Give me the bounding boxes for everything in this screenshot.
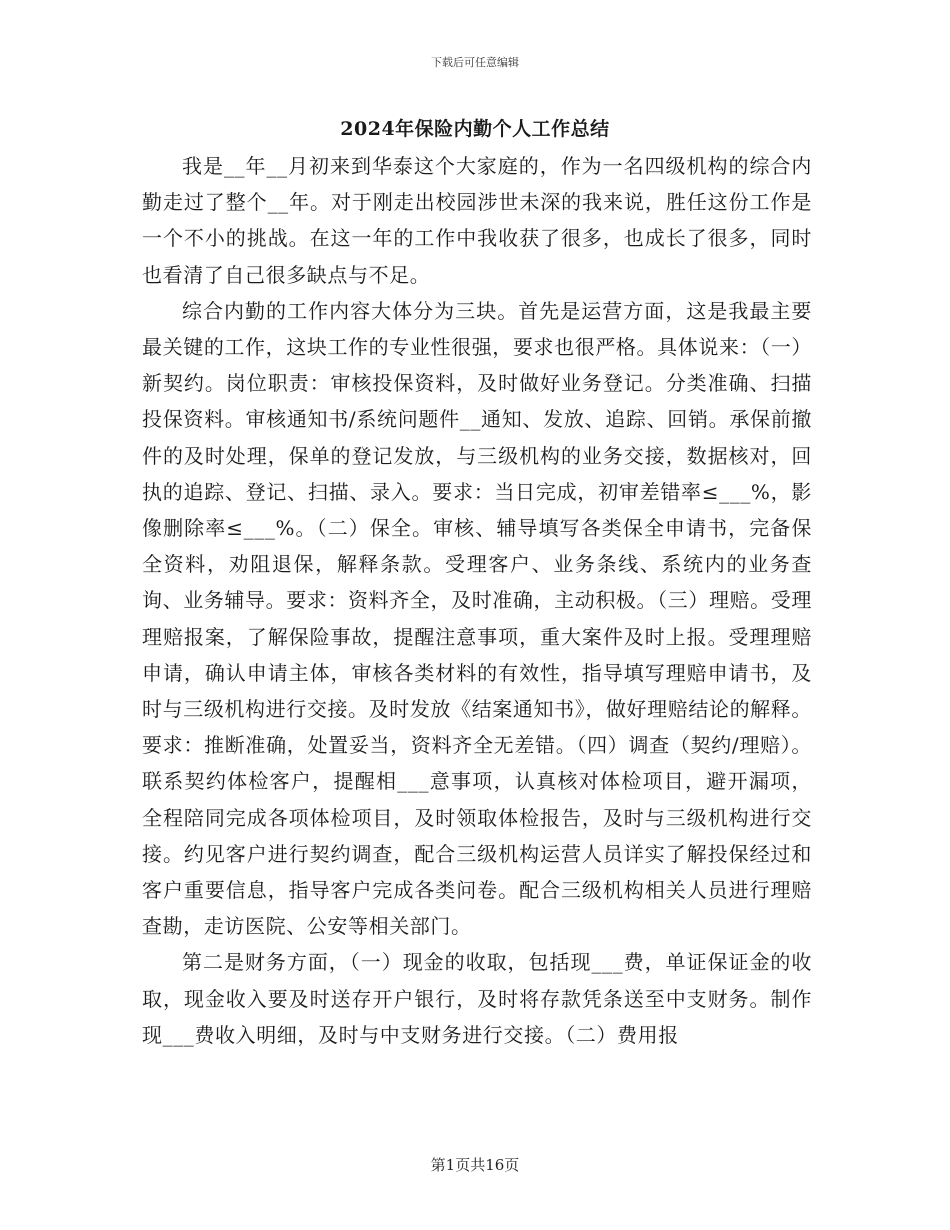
paragraph-intro: 我是__年__月初来到华泰这个大家庭的，作为一名四级机构的综合内勤走过了整个__年。对于刚走出校园涉世未深的我来说，胜任这份工作是一个不小的挑战。在这一年的工作中我收获了很多，也成长了很多，同时也看清了自己很多缺点与不足。 (142, 154, 812, 287)
paragraph-operations: 综合内勤的工作内容大体分为三块。首先是运营方面，这是我最主要最关键的工作，这块工作的专业性很强，要求也很严格。具体说来：（一）新契约。岗位职责：审核投保资料，及时做好业务登记。分类准确、扫描投保资料。审核通知书/系统问题件__通知、发放、追踪、回销。承保前撤件的及时处理，保单的登记发放，与三级机构的业务交接，数据核对，回执的追踪、登记、扫描、录入。要求：当日完成，初审差错率≤___%，影像删除率≤___%。（二）保全。审核、辅导填写各类保全申请书，完备保全资料，劝阻退保，解释条款。受理客户、业务条线、系统内的业务查询、业务辅导。要求：资料齐全，及时准确，主动积极。（三）理赔。受理理赔报案，了解保险事故，提醒注意事项，重大案件及时上报。受理理赔申请，确认申请主体，审核各类材料的有效性，指导填写理赔申请书，及时与三级机构进行交接。及时发放《结案通知书》，做好理赔结论的解释。要求：推断准确，处置妥当，资料齐全无差错。（四）调查（契约/理赔）。联系契约体检客户，提醒相___意事项，认真核对体检项目，避开漏项，全程陪同完成各项体检项目，及时领取体检报告，及时与三级机构进行交接。约见客户进行契约调查，配合三级机构运营人员详实了解投保经过和客户重要信息，指导客户完成各类问卷。配合三级机构相关人员进行理赔查勘，走访医院、公安等相关部门。 (142, 298, 812, 939)
document-title: 2024年保险内勤个人工作总结 (340, 118, 610, 140)
page-header-note: 下载后可任意编辑 (431, 56, 519, 69)
page-number-footer: 第1页共16页 (430, 1156, 520, 1174)
document-body (142, 148, 812, 1053)
paragraph-finance: 第二是财务方面，（一）现金的收取，包括现___费，单证保证金的收取，现金收入要及时送存开户银行，及时将存款凭条送至中支财务。制作现___费收入明细，及时与中支财务进行交接。（二）费用报 (142, 950, 812, 1047)
